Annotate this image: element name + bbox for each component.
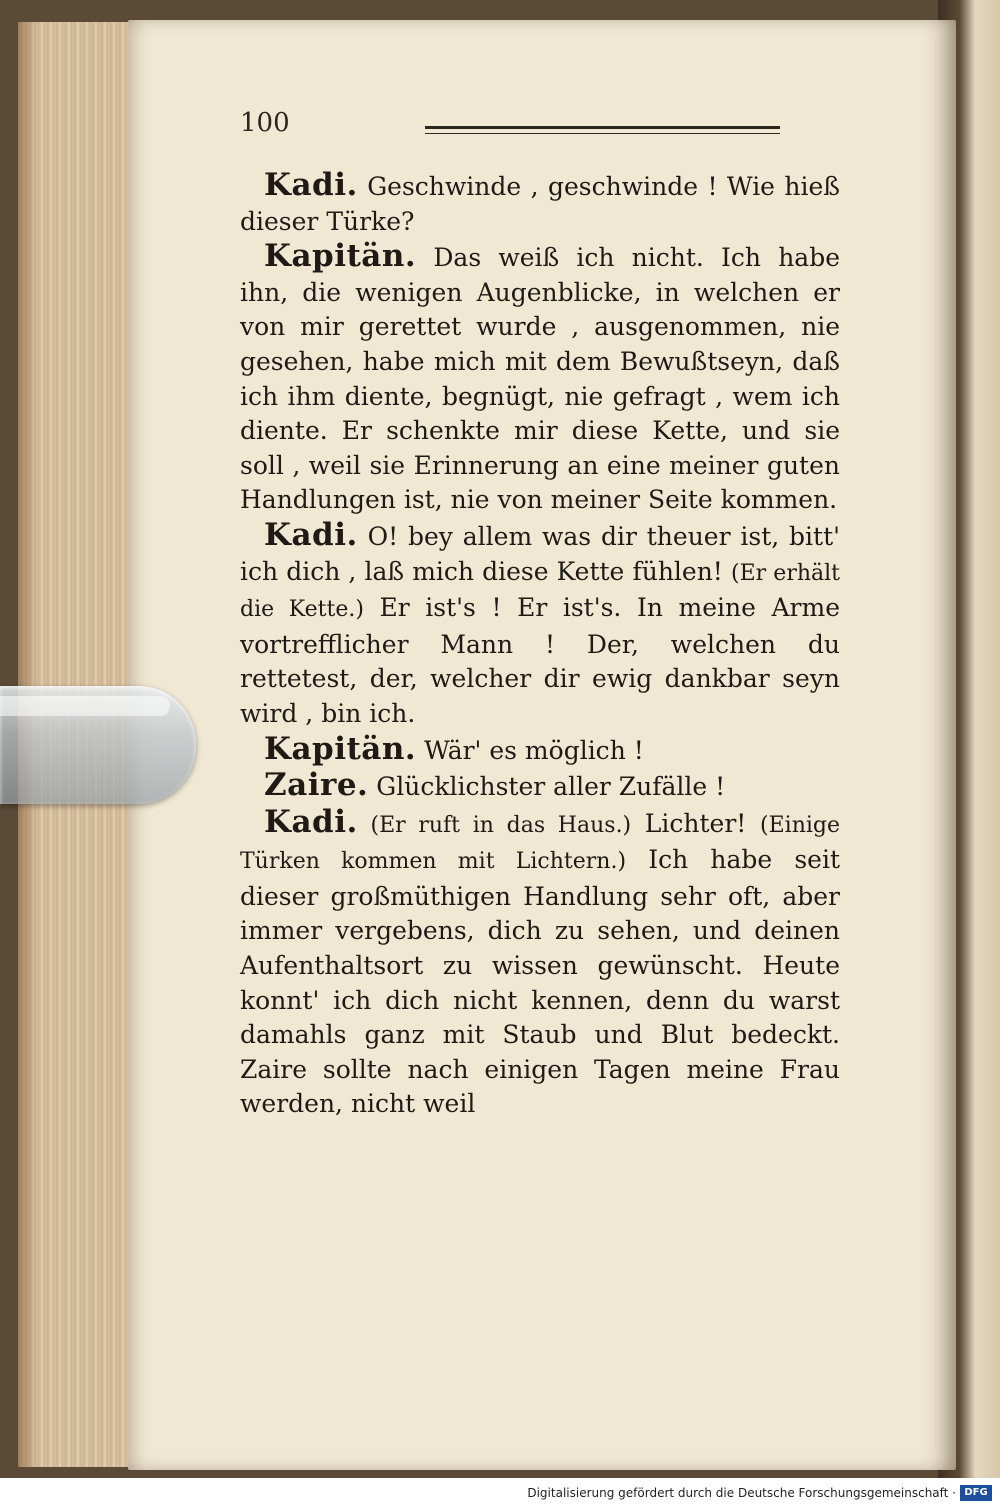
speaker-name: Kadi. <box>264 803 358 840</box>
book-page <box>128 20 956 1470</box>
stage-direction: (Er ruft in das Haus.) <box>357 812 632 838</box>
paragraph-4 <box>240 732 840 769</box>
funding-credit: Digitalisierung gefördert durch die Deutsche Forschungsgemeinschaft · <box>527 1486 956 1500</box>
footer-bar <box>0 1478 1000 1512</box>
paragraph-text-continued: Er ist's ! Er ist's. In meine Arme vortrefflicher Mann ! Der, welchen du rettetest, der, welcher dir ewig dankbar seyn wird , bin ich. <box>240 593 840 728</box>
paragraph-text: O! bey allem was dir theuer ist, bitt' ich dich , laß mich diese Kette fühlen! <box>240 521 840 586</box>
paragraph-text: Wär' es möglich ! <box>416 735 644 765</box>
dfg-logo-icon: DFG <box>960 1485 992 1501</box>
page-clip-highlight <box>0 696 170 716</box>
page-header <box>240 108 800 148</box>
paragraph-3 <box>240 518 840 732</box>
paragraph-5 <box>240 768 840 805</box>
paragraph-text: Lichter! <box>631 808 761 838</box>
stage-direction-second: (Einige Türken kommen mit Lichtern.) <box>240 812 841 875</box>
paragraph-2 <box>240 239 840 518</box>
paragraph-text: Das weiß ich nicht. Ich habe ihn, die wenigen Augenblicke, in welchen er von mir gerettet wurde , ausgenommen, nie gesehen, habe mich mit dem Bewußtseyn, daß ich ihm diente, begnügt, nie gefragt , wem ich diente. Er schenkte mir diese Kette, und sie soll , weil sie Erinnerung an eine meiner guten Handlungen ist, nie von meiner Seite kommen. <box>240 243 840 515</box>
speaker-name: Kadi. <box>264 516 358 553</box>
paragraph-text-continued: Ich habe seit dieser großmüthigen Handlung sehr oft, aber immer vergebens, dich zu sehen, und deinen Aufenthaltsort zu wissen gewünscht. Heute konnt' ich dich nicht kennen, denn du warst damahls ganz mit Staub und Blut bedeckt. Zaire sollte nach einigen Tagen meine Frau werden, nicht weil <box>240 845 840 1119</box>
paragraph-6 <box>240 805 840 1122</box>
header-rule-thin <box>425 133 780 134</box>
speaker-name: Zaire. <box>264 767 369 804</box>
speaker-name: Kapitän. <box>264 730 417 767</box>
header-rule <box>425 126 780 129</box>
paragraph-1 <box>240 168 840 239</box>
paragraph-text: Glücklichster aller Zufälle ! <box>368 772 726 802</box>
stage-direction: (Er erhält die Kette.) <box>240 560 841 623</box>
speaker-name: Kadi. <box>264 167 358 203</box>
speaker-name: Kapitän. <box>264 238 417 275</box>
page-number: 100 <box>240 108 290 138</box>
paragraph-text: Geschwinde , geschwinde ! Wie hieß dieser Türke? <box>240 172 840 236</box>
page-body <box>240 168 840 1122</box>
